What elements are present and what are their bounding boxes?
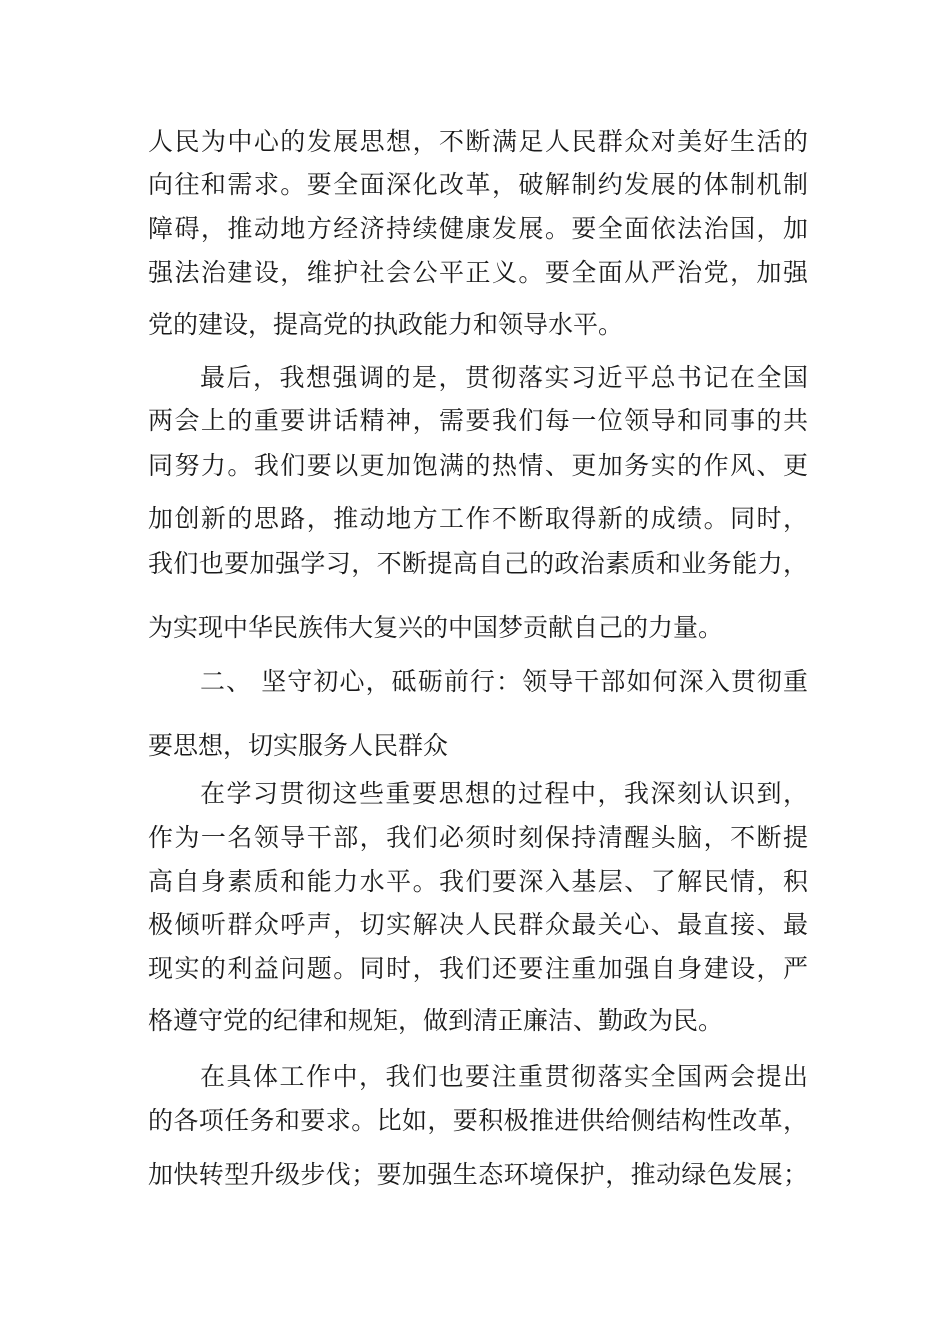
text-line: 格遵守党的纪律和规矩，做到清正廉洁、勤政为民。 xyxy=(148,1006,724,1035)
text-line: 极倾听群众呼声，切实解决人民群众最关心、最直接、最 xyxy=(148,910,808,939)
text-line: 的各项任务和要求。比如，要积极推进供给侧结构性改革， xyxy=(148,1106,808,1135)
section-heading-continuation: 要思想，切实服务人民群众 xyxy=(148,731,449,760)
paragraph-first-line: 在学习贯彻这些重要思想的过程中，我深刻认识到， xyxy=(200,779,808,808)
text-line: 为实现中华民族伟大复兴的中国梦贡献自己的力量。 xyxy=(148,613,724,642)
text-line: 向往和需求。要全面深化改革，破解制约发展的体制机制 xyxy=(148,170,808,199)
text-line: 加创新的思路，推动地方工作不断取得新的成绩。同时， xyxy=(148,504,808,533)
text-line: 作为一名领导干部，我们必须时刻保持清醒头脑，不断提 xyxy=(148,823,808,852)
text-line: 党的建设，提高党的执政能力和领导水平。 xyxy=(148,310,624,339)
text-line: 我们也要加强学习，不断提高自己的政治素质和业务能力， xyxy=(148,549,808,578)
text-line: 两会上的重要讲话精神，需要我们每一位领导和同事的共 xyxy=(148,406,808,435)
text-line: 人民为中心的发展思想，不断满足人民群众对美好生活的 xyxy=(148,127,808,156)
text-line: 同努力。我们要以更加饱满的热情、更加务实的作风、更 xyxy=(148,451,808,480)
text-line: 高自身素质和能力水平。我们要深入基层、了解民情，积 xyxy=(148,867,808,896)
paragraph-first-line: 在具体工作中，我们也要注重贯彻落实全国两会提出 xyxy=(200,1062,808,1091)
text-line: 加快转型升级步伐；要加强生态环境保护，推动绿色发展； xyxy=(148,1160,808,1189)
section-heading: 二、 坚守初心，砥砺前行：领导干部如何深入贯彻重 xyxy=(200,667,808,696)
text-line: 障碍，推动地方经济持续健康发展。要全面依法治国，加 xyxy=(148,214,808,243)
paragraph-first-line: 最后，我想强调的是，贯彻落实习近平总书记在全国 xyxy=(200,363,808,392)
text-line: 现实的利益问题。同时，我们还要注重加强自身建设，严 xyxy=(148,954,808,983)
text-line: 强法治建设，维护社会公平正义。要全面从严治党，加强 xyxy=(148,258,808,287)
